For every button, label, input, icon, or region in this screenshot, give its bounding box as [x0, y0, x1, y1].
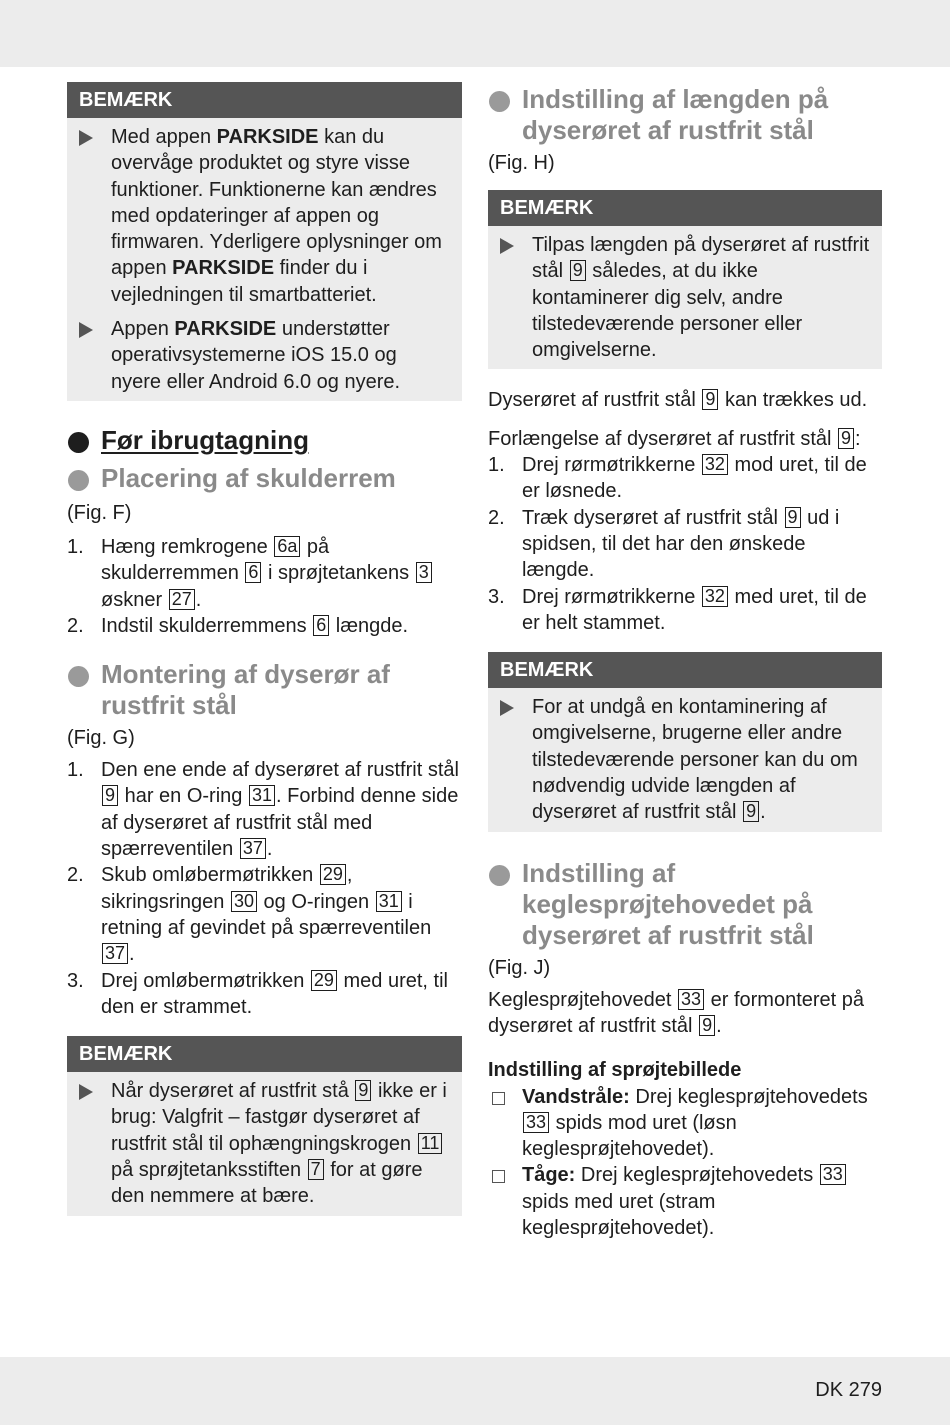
- text: Dyserøret af rustfrit stål: [488, 389, 702, 412]
- part-ref: 3: [416, 562, 432, 583]
- triangle-bullet-icon: [79, 1084, 93, 1100]
- text: Træk dyserøret af rustfrit stål: [522, 506, 784, 529]
- text: længde.: [330, 614, 409, 637]
- text: kan trækkes ud.: [719, 389, 868, 412]
- text: Hæng remkrogene: [101, 535, 274, 558]
- part-ref: 37: [102, 943, 128, 964]
- option-label: Vandstråle:: [522, 1085, 630, 1108]
- note-header: BEMÆRK: [488, 190, 882, 226]
- text: :: [855, 427, 861, 450]
- figure-reference: (Fig. G): [67, 727, 135, 750]
- heading-text: Indstilling af længden på: [522, 84, 829, 114]
- note-box: [67, 82, 462, 401]
- brand-name: PARKSIDE: [216, 126, 319, 148]
- step-number: 1.: [67, 759, 84, 782]
- text: ikke er i brug: Valgfrit – fastgør dyserøret af rustfrit stål til ophængningskrogen: [111, 1080, 447, 1155]
- note-body: [488, 226, 882, 369]
- text: Drej keglesprøjtehovedets: [575, 1164, 819, 1187]
- part-ref: 32: [702, 586, 728, 607]
- step-number: 2.: [67, 864, 84, 887]
- subheading: Indstilling af sprøjtebillede: [488, 1059, 742, 1082]
- text: ud i spidsen, til det har den ønskede længde.: [522, 506, 840, 582]
- section-heading: [67, 659, 462, 721]
- note-item: [79, 1078, 450, 1209]
- part-ref: 9: [102, 785, 118, 806]
- paragraph: [488, 387, 882, 413]
- step-item: [67, 534, 462, 613]
- text: for at gøre den nemmere at bære.: [111, 1159, 423, 1208]
- part-ref: 27: [169, 589, 195, 610]
- heading-text: Før ibrugtagning: [101, 424, 309, 455]
- step-list: [67, 757, 462, 1020]
- part-ref: 29: [320, 864, 346, 885]
- text: er formonteret på dyserøret af rustfrit stål: [488, 988, 865, 1037]
- step-number: 3.: [67, 969, 84, 992]
- step-number: 3.: [488, 585, 505, 608]
- bullet-dot-icon: [489, 865, 510, 886]
- triangle-bullet-icon: [79, 322, 93, 338]
- brand-name: PARKSIDE: [174, 318, 277, 341]
- heading-text: rustfrit stål: [101, 690, 237, 721]
- text: .: [266, 838, 273, 861]
- figure-reference: (Fig. F): [67, 501, 132, 524]
- part-ref: 9: [355, 1080, 371, 1101]
- text: .: [716, 1014, 722, 1037]
- section-heading: [488, 858, 882, 951]
- top-band: [0, 0, 950, 67]
- figure-reference: (Fig. H): [488, 152, 555, 174]
- heading-text: keglesprøjtehovedet på: [522, 888, 813, 919]
- text: Skub omløbermøtrikken: [101, 864, 319, 887]
- text: Forlængelse af dyserøret af rustfrit stål: [488, 427, 838, 450]
- paragraph: [488, 426, 882, 452]
- step-item: [67, 862, 462, 967]
- step-item: [488, 584, 882, 637]
- section-heading: [488, 84, 882, 146]
- text: Tilpas længden på dyserøret af rustfrit stål: [532, 234, 870, 283]
- note-item: [500, 694, 870, 825]
- part-ref: 6: [313, 615, 329, 636]
- step-item: [488, 452, 882, 505]
- text: .: [129, 943, 135, 966]
- checkbox-bullet-icon: [492, 1170, 505, 1183]
- note-body: [67, 118, 462, 401]
- text: Drej rørmøtrikkerne: [522, 585, 701, 608]
- checkbox-bullet-icon: [492, 1092, 505, 1105]
- note-body: [488, 688, 882, 831]
- paragraph: [488, 987, 882, 1040]
- heading-text: Montering af dyserør af: [101, 659, 390, 690]
- text: og O-ringen: [257, 890, 375, 913]
- text: , sikringsringen: [101, 864, 353, 913]
- note-body: [67, 1072, 462, 1215]
- text: . Forbind denne side af dyserøret af rustfrit stål med spærreventilen: [101, 785, 459, 861]
- part-ref: 9: [743, 801, 759, 822]
- text: Drej rørmøtrikkerne: [522, 454, 701, 477]
- part-ref: 31: [249, 785, 275, 806]
- note-box: [488, 652, 882, 831]
- option-item: [488, 1162, 882, 1241]
- part-ref: 9: [838, 428, 854, 449]
- text: således, at du ikke kontaminerer dig selv, andre tilstedeværende personer eller omgivelserne.: [532, 260, 803, 362]
- note-item: [79, 316, 450, 395]
- right-column: [488, 84, 882, 1241]
- text: Drej keglesprøjtehovedets: [629, 1085, 868, 1108]
- part-ref: 11: [418, 1133, 443, 1154]
- heading-text: dyserøret af rustfrit stål: [522, 919, 814, 950]
- text: .: [195, 588, 202, 611]
- step-number: 2.: [488, 506, 505, 529]
- part-ref: 6a: [274, 536, 300, 557]
- part-ref: 9: [785, 507, 801, 528]
- step-list: [488, 452, 882, 636]
- option-item: [488, 1084, 882, 1163]
- text: på sprøjtetanksstiften: [111, 1159, 307, 1182]
- text: finder du i vejledningen til smartbatteriet.: [111, 257, 377, 306]
- section-heading: [67, 463, 462, 494]
- step-number: 2.: [67, 614, 84, 637]
- text: øskner: [101, 588, 168, 611]
- text: har en O-ring: [119, 785, 248, 808]
- heading-text: dyserøret af rustfrit stål: [522, 115, 814, 145]
- step-item: [67, 613, 462, 639]
- part-ref: 33: [820, 1164, 846, 1185]
- part-ref: 29: [311, 970, 337, 991]
- heading-text: Placering af skulderrem: [101, 462, 396, 493]
- text: med uret, til den er strammet.: [101, 969, 448, 1018]
- note-header: BEMÆRK: [488, 652, 882, 688]
- bullet-dot-icon: [489, 91, 510, 112]
- part-ref: 37: [240, 838, 266, 859]
- part-ref: 7: [308, 1159, 324, 1180]
- triangle-bullet-icon: [500, 238, 514, 254]
- step-item: [488, 505, 882, 584]
- part-ref: 9: [699, 1015, 715, 1036]
- footer-band: [0, 1357, 950, 1425]
- part-ref: 9: [702, 389, 718, 410]
- step-number: 1.: [488, 454, 505, 477]
- text: Den ene ende af dyserøret af rustfrit stål: [101, 759, 459, 782]
- part-ref: 31: [376, 891, 402, 912]
- part-ref: 33: [523, 1112, 549, 1133]
- text: For at undgå en kontaminering af omgivelserne, brugerne eller andre tilstedeværende personer kan du om nødvendig udvide længden af dyserøret af rustfrit stål: [532, 696, 858, 824]
- text: Når dyserøret af rustfrit stå: [111, 1080, 355, 1103]
- bullet-dot-icon: [68, 666, 89, 687]
- text: på skulderremmen: [101, 535, 330, 585]
- bullet-dot-icon: [68, 432, 89, 453]
- text: Drej omløbermøtrikken: [101, 969, 310, 992]
- option-list: [488, 1084, 882, 1242]
- text: understøtter operativsystemerne iOS 15.0 og nyere eller Android 6.0 og nyere.: [111, 318, 401, 393]
- note-header: BEMÆRK: [67, 82, 462, 118]
- part-ref: 6: [245, 562, 261, 583]
- text: i sprøjtetankens: [262, 562, 415, 585]
- note-box: [67, 1036, 462, 1215]
- step-number: 1.: [67, 535, 84, 558]
- option-label: Tåge:: [522, 1164, 576, 1187]
- left-column: [67, 82, 462, 1216]
- part-ref: 9: [570, 260, 586, 281]
- part-ref: 30: [231, 891, 257, 912]
- brand-name: PARKSIDE: [172, 257, 275, 280]
- text: med uret, til de er helt stammet.: [522, 585, 867, 634]
- bullet-dot-icon: [68, 470, 89, 491]
- triangle-bullet-icon: [79, 130, 93, 146]
- part-ref: 32: [702, 454, 728, 475]
- step-item: [67, 968, 462, 1021]
- triangle-bullet-icon: [500, 700, 514, 716]
- part-ref: 33: [678, 989, 704, 1010]
- main-heading: [67, 425, 462, 456]
- text: spids mod uret (løsn keglesprøjtehovedet).: [522, 1111, 737, 1161]
- note-box: [488, 190, 882, 369]
- figure-reference: (Fig. J): [488, 956, 551, 979]
- step-list: [67, 534, 462, 639]
- step-item: [67, 757, 462, 862]
- text: .: [760, 801, 766, 824]
- text: Indstil skulderremmens: [101, 614, 313, 637]
- text: Med appen: [111, 126, 217, 148]
- text: Keglesprøjtehovedet: [488, 988, 678, 1011]
- page-number: DK 279: [815, 1379, 882, 1401]
- note-item: [79, 124, 450, 308]
- text: spids med uret (stram keglesprøjtehovedet).: [522, 1190, 716, 1240]
- text: mod uret, til de er løsnede.: [522, 454, 867, 503]
- text: kan du overvåge produktet og styre visse funktioner. Funktionerne kan ændres med opdateringer af appen og firmwaren. Yderligere oplysninger om appen: [111, 126, 442, 280]
- note-header: BEMÆRK: [67, 1036, 462, 1072]
- text: Appen: [111, 318, 175, 341]
- note-item: [500, 232, 870, 363]
- text: i retning af gevindet på spærreventilen: [101, 890, 432, 939]
- heading-text: Indstilling af: [522, 857, 676, 888]
